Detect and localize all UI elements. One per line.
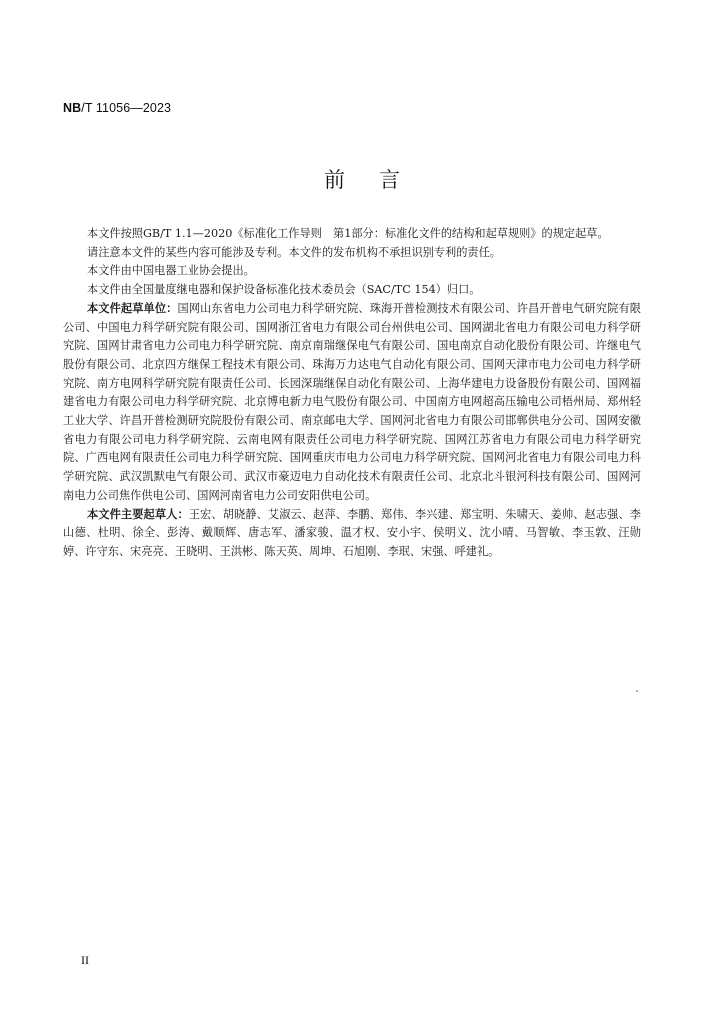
paragraph-drafting-rules: 本文件按照GB/T 1.1—2020《标准化工作导则 第1部分：标准化文件的结构和起草规则》的规定起草。	[87, 227, 609, 240]
scan-speck	[636, 690, 638, 692]
paragraph-committee: 本文件由全国量度继电器和保护设备标准化技术委员会（SAC/TC 154）归口。	[87, 283, 481, 297]
paragraph-drafters	[63, 506, 641, 562]
paragraph-patent-notice: 请注意本文件的某些内容可能涉及专利。本文件的发布机构不承担识别专利的责任。	[87, 245, 501, 259]
drafting-units-text: 国网山东省电力公司电力科学研究院、珠海开普检测技术有限公司、许昌开普电气研究院有限公司、中国电力科学研究院有限公司、国网浙江省电力有限公司台州供电公司、国网湖北省电力有限公司电力科学研究院、国网甘肃省电力公司电力科学研究院、南京南瑞继保电气有限公司、国电南京自动化股份有限公司、许继电气股份有限公司、北京四方继保工程技术有限公司、珠海万力达电气自动化有限公司、国网天津市电力公司电力科学研究院、南方电网科学研究院有限责任公司、长园深瑞继保自动化有限公司、上海华建电力设备股份有限公司、国网福建省电力有限公司电力科学研究院、北京博电新力电气股份有限公司、中国南方电网超高压输电公司梧州局、郑州轻工业大学、许昌开普检测研究院股份有限公司、南京邮电大学、国网河北省电力有限公司邯郸供电分公司、国网安徽省电力有限公司电力科学研究院、云南电网有限责任公司电力科学研究院、国网江苏省电力有限公司电力科学研究院、广西电网有限责任公司电力科学研究院、国网重庆市电力公司电力科学研究院、国网河北省电力有限公司电力科学研究院、武汉凯默电气有限公司、武汉市豪迈电力自动化技术有限责任公司、北京北斗银河科技有限公司、国网河南电力公司焦作供电公司、国网河南省电力公司安阳供电公司。	[63, 301, 641, 502]
paragraph-proposer: 本文件由中国电器工业协会提出。	[87, 264, 255, 278]
document-code-prefix: NB	[63, 101, 82, 115]
drafters-text: 王宏、胡晓静、艾淑云、赵萍、李鹏、郑伟、李兴建、郑宝明、朱啸天、姜帅、赵志强、李山德、杜明、徐全、彭涛、戴顺辉、唐志军、潘家骏、温才权、安小宇、侯明义、沈小晴、马智敏、李玉敦、汪勋婷、许守东、宋亮亮、王晓明、王洪彬、陈天英、周坤、石旭刚、李珉、宋强、呼建礼。	[63, 507, 641, 558]
drafters-label: 本文件主要起草人：	[87, 507, 189, 521]
drafting-units-label: 本文件起草单位：	[87, 301, 178, 315]
paragraph-drafting-units	[63, 300, 641, 506]
document-code-number: /T 11056—2023	[81, 101, 172, 115]
document-code	[63, 101, 171, 115]
page-number: II	[81, 953, 89, 967]
page-title: 前言	[324, 168, 434, 192]
foreword-body	[63, 225, 641, 562]
